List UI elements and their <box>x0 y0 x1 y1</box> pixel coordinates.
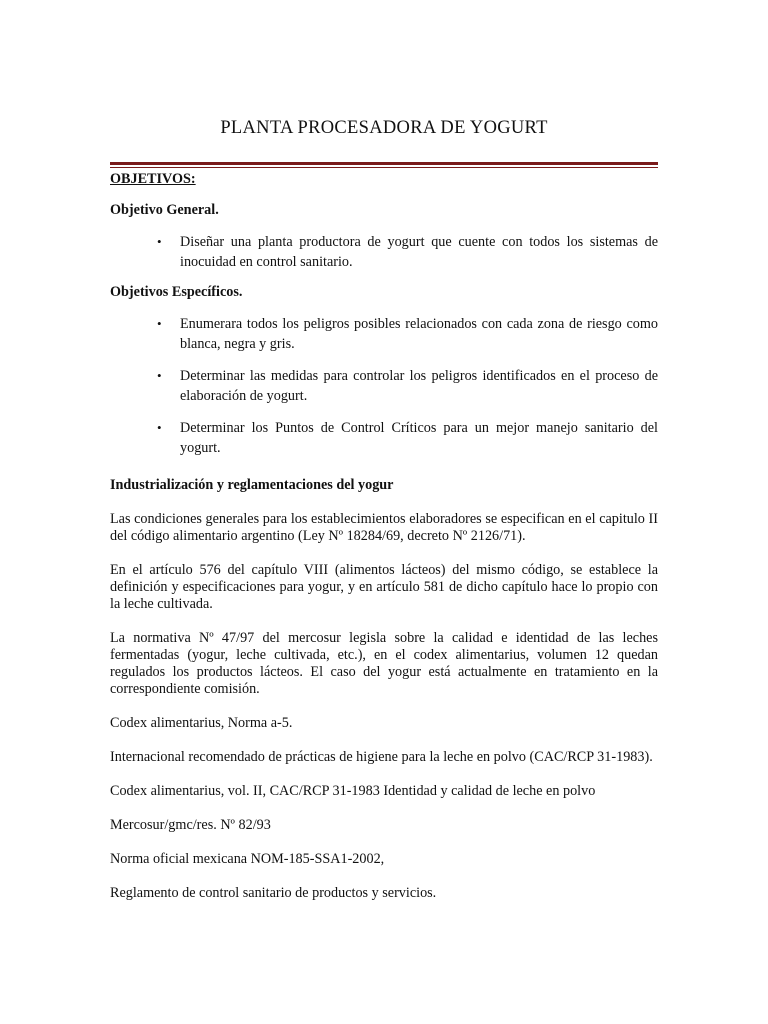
document-body <box>110 168 658 902</box>
specific-objectives-heading: Objetivos Específicos. <box>110 284 243 300</box>
bullet-icon: • <box>157 316 162 331</box>
paragraph: Norma oficial mexicana NOM-185-SSA1-2002, <box>110 851 385 867</box>
general-objective-list <box>110 232 658 272</box>
list-item <box>110 418 658 458</box>
objectives-heading: OBJETIVOS: <box>110 171 196 187</box>
list-item-text: Diseñar una planta productora de yogurt que cuente con todos los sistemas de inocuidad en control sanitario. <box>180 234 658 270</box>
specific-objectives-list <box>110 314 658 458</box>
paragraph: Codex alimentarius, vol. II, CAC/RCP 31-1983 Identidad y calidad de leche en polvo <box>110 783 596 799</box>
paragraph: Codex alimentarius, Norma a-5. <box>110 715 293 731</box>
paragraph: Internacional recomendado de prácticas de higiene para la leche en polvo (CAC/RCP 31-1983). <box>110 749 653 765</box>
general-objective-heading: Objetivo General. <box>110 202 219 218</box>
list-item-text: Enumerara todos los peligros posibles relacionados con cada zona de riesgo como blanca, negra y gris. <box>180 316 658 352</box>
paragraph: La normativa Nº 47/97 del mercosur legisla sobre la calidad e identidad de las leches fermentadas (yogur, leche cultivada, etc.), en el codex alimentarius, volumen 12 quedan regulados los productos lácteos. El caso del yogur está actualmente en tratamiento en la correspondiente comisión. <box>110 630 658 697</box>
bullet-icon: • <box>157 420 162 435</box>
paragraph: En el artículo 576 del capítulo VIII (alimentos lácteos) del mismo código, se establece la definición y especificaciones para yogur, y en artículo 581 de dicho capítulo hace lo propio con la leche cultivada. <box>110 562 658 612</box>
paragraph: Mercosur/gmc/res. Nº 82/93 <box>110 817 271 833</box>
paragraph: Las condiciones generales para los establecimientos elaboradores se especifican en el capitulo II del código alimentario argentino (Ley Nº 18284/69, decreto Nº 2126/71). <box>110 511 658 544</box>
list-item-text: Determinar los Puntos de Control Críticos para un mejor manejo sanitario del yogurt. <box>180 420 658 456</box>
list-item <box>110 232 658 272</box>
industrialization-heading: Industrialización y reglamentaciones del yogur <box>110 477 394 493</box>
paragraph: Reglamento de control sanitario de productos y servicios. <box>110 885 437 901</box>
list-item-text: Determinar las medidas para controlar los peligros identificados en el proceso de elaboración de yogurt. <box>180 368 658 404</box>
title-rule-thick <box>110 162 658 165</box>
bullet-icon: • <box>157 368 162 383</box>
list-item <box>110 314 658 354</box>
list-item <box>110 366 658 406</box>
document-title: PLANTA PROCESADORA DE YOGURT <box>220 118 548 138</box>
bullet-icon: • <box>157 234 162 249</box>
